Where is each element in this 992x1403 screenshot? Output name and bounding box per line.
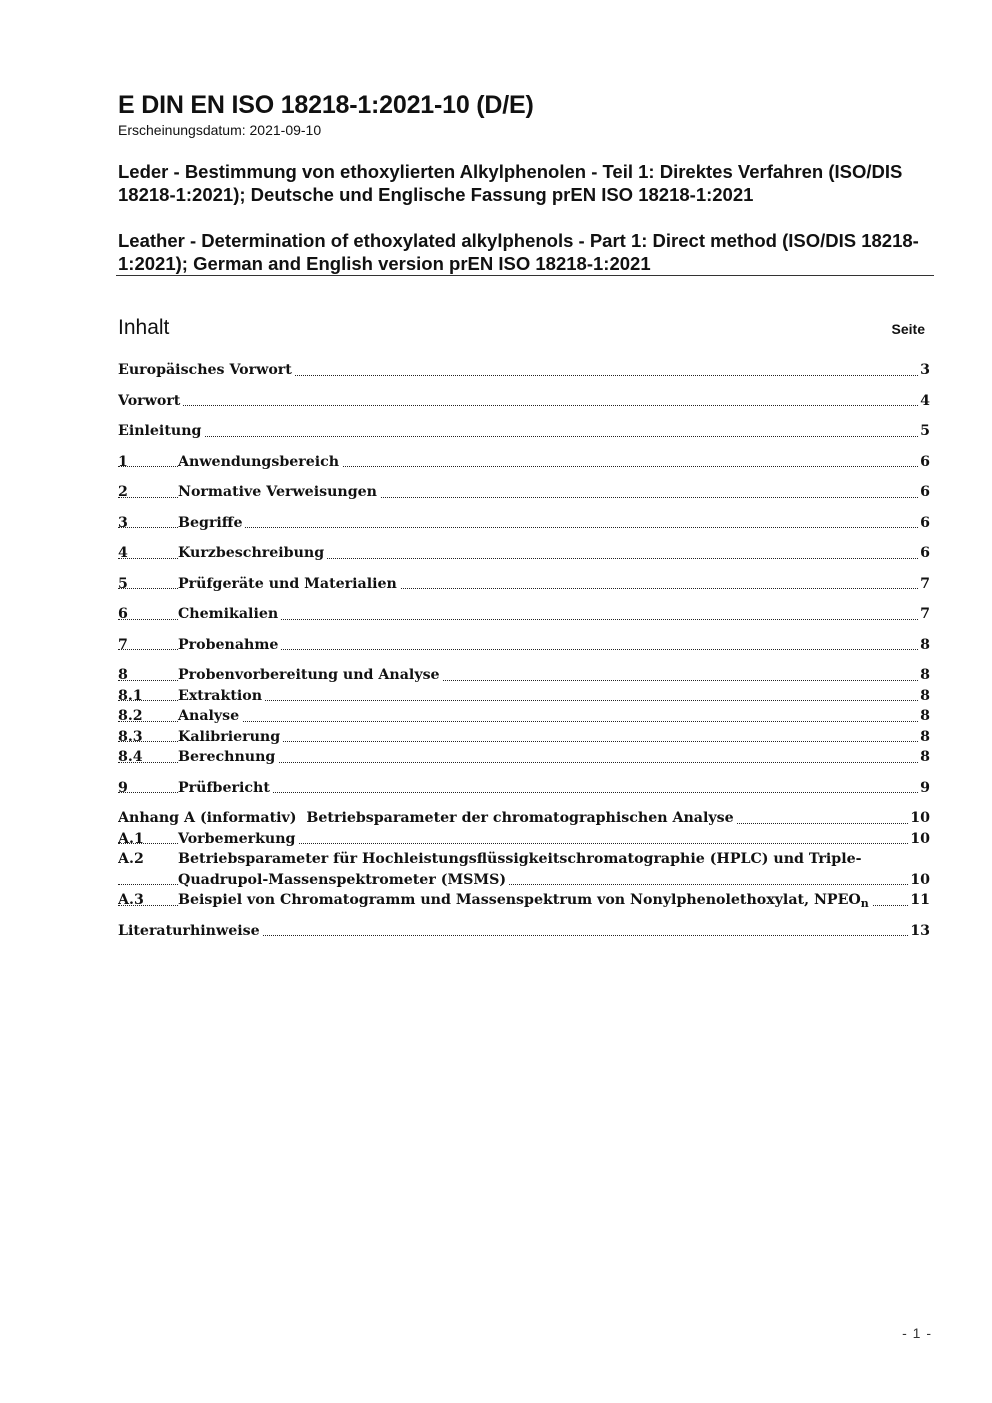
toc-entry-number: 7 [118, 635, 132, 656]
toc-title: Inhalt [118, 316, 170, 339]
toc-entry-text: Begriffe [178, 515, 245, 531]
toc-entry-number: 8.2 [118, 706, 147, 727]
toc-entry-number: 8.3 [118, 727, 147, 748]
toc-entry-number: A.3 [118, 890, 148, 911]
toc-entry-3[interactable] [118, 513, 930, 534]
toc-entry-bibliography[interactable] [118, 921, 930, 942]
toc-entry-2[interactable] [118, 482, 930, 503]
toc-entry-page: 6 [918, 513, 930, 534]
toc-entry-a-3[interactable] [118, 890, 930, 911]
toc-entry-page: 4 [918, 391, 930, 412]
toc-entry-text: Extraktion [178, 688, 265, 704]
toc-entry-page: 13 [908, 921, 930, 942]
toc-entry-text: Probenahme [178, 637, 281, 653]
toc-entry-number: 1 [118, 452, 132, 473]
toc-leader-dots [118, 405, 930, 406]
toc-entry-european-foreword[interactable] [118, 360, 930, 381]
page-number: - 1 - [902, 1325, 932, 1341]
toc-entry-page: 8 [918, 635, 930, 656]
toc-entry-page: 8 [918, 665, 930, 686]
toc-entry-foreword[interactable] [118, 391, 930, 412]
toc-entry-page: 11 [908, 890, 930, 911]
title-german: Leder - Bestimmung von ethoxylierten Alkylphenolen - Teil 1: Direktes Verfahren (ISO/DIS 18218-1:2021); Deutsche und Englische Fassung prEN ISO 18218-1:2021 [118, 161, 903, 205]
toc-entry-page: 7 [918, 574, 930, 595]
toc-entry-number: A.1 [118, 829, 148, 850]
toc-entry-a-2[interactable] [118, 849, 930, 890]
toc-entry-text: Prüfbericht [178, 780, 273, 796]
toc-entry-text: Kalibrierung [178, 729, 283, 745]
toc-entry-8-3[interactable] [118, 727, 930, 748]
toc-entry-number: 2 [118, 482, 132, 503]
toc-entry-8[interactable] [118, 665, 930, 686]
toc-entry-page: 7 [918, 604, 930, 625]
toc-entry-text: Vorwort [118, 393, 183, 409]
toc-entry-text: Kurzbeschreibung [178, 545, 327, 561]
toc-entry-page: 6 [918, 452, 930, 473]
toc-entry-page: 10 [908, 870, 930, 891]
toc-entry-text-line1: Betriebsparameter für Hochleistungsflüssigkeitschromatographie (HPLC) und Triple- [178, 849, 862, 870]
toc-entry-page: 3 [918, 360, 930, 381]
toc-entry-page: 5 [918, 421, 930, 442]
toc-entry-6[interactable] [118, 604, 930, 625]
toc-entry-number: 3 [118, 513, 132, 534]
toc-entry-line2 [118, 870, 930, 891]
toc-entry-text: Beispiel von Chromatogramm und Massenspektrum von Nonylphenolethoxylat, NPEO [178, 892, 861, 908]
toc-entry-8-2[interactable] [118, 706, 930, 727]
document-number: E DIN EN ISO 18218-1:2021-10 (D/E) [118, 91, 534, 119]
toc-entry-text: Vorbemerkung [178, 831, 298, 847]
toc-entry-page: 6 [918, 543, 930, 564]
toc-entry-8-1[interactable] [118, 686, 930, 707]
toc-entry-page: 6 [918, 482, 930, 503]
toc-entry-text: Einleitung [118, 423, 204, 439]
toc-entry-text: Chemikalien [178, 606, 281, 622]
toc-entry-page: 8 [918, 706, 930, 727]
toc-entry-page: 10 [908, 808, 930, 829]
toc-entry-5[interactable] [118, 574, 930, 595]
toc-entry-text: Europäisches Vorwort [118, 362, 295, 378]
toc-entry-number: 5 [118, 574, 132, 595]
toc-entry-7[interactable] [118, 635, 930, 656]
toc-entry-page: 8 [918, 747, 930, 768]
publication-date: Erscheinungsdatum: 2021-09-10 [118, 122, 322, 138]
toc-leader-dots [118, 436, 930, 437]
toc-entry-8-4[interactable] [118, 747, 930, 768]
toc-entry-number: 4 [118, 543, 132, 564]
toc-entry-number: 6 [118, 604, 132, 625]
toc-entry-number: 8.1 [118, 686, 147, 707]
toc-entry-page: 10 [908, 829, 930, 850]
toc-entry-page: 9 [918, 778, 930, 799]
toc-entry-number: 8 [118, 665, 132, 686]
title-english: Leather - Determination of ethoxylated alkylphenols - Part 1: Direct method (ISO/DIS 18218-1:2021); German and English version prEN ISO 18218-1:2021 [118, 230, 919, 274]
toc-entry-page: 8 [918, 727, 930, 748]
toc-entry-text: Anwendungsbereich [178, 454, 342, 470]
toc-entry-text: Prüfgeräte und Materialien [178, 576, 400, 592]
toc-entry-number: 8.4 [118, 747, 147, 768]
toc-entry-text: Literaturhinweise [118, 923, 263, 939]
toc-entry-introduction[interactable] [118, 421, 930, 442]
toc-entry-annex-a[interactable] [118, 808, 930, 829]
toc-entry-9[interactable] [118, 778, 930, 799]
toc-entry-1[interactable] [118, 452, 930, 473]
toc-entry-4[interactable] [118, 543, 930, 564]
toc-entry-number: 9 [118, 778, 132, 799]
toc-entry-text: Anhang A (informativ) Betriebsparameter der chromatographischen Analyse [118, 810, 737, 826]
title-divider [116, 275, 934, 276]
toc-entry-page: 8 [918, 686, 930, 707]
toc-entry-text-wrap [178, 892, 872, 908]
toc-entry-text: Berechnung [178, 749, 278, 765]
table-of-contents [118, 360, 930, 941]
toc-entry-subscript: n [860, 897, 869, 910]
toc-entry-text: Normative Verweisungen [178, 484, 380, 500]
toc-entry-a-1[interactable] [118, 829, 930, 850]
toc-entry-text-line2: Quadrupol-Massenspektrometer (MSMS) [178, 872, 509, 888]
toc-entry-text: Probenvorbereitung und Analyse [178, 667, 443, 683]
toc-page-label: Seite [891, 321, 925, 337]
toc-entry-number: A.2 [118, 849, 148, 870]
toc-entry-text: Analyse [178, 708, 242, 724]
